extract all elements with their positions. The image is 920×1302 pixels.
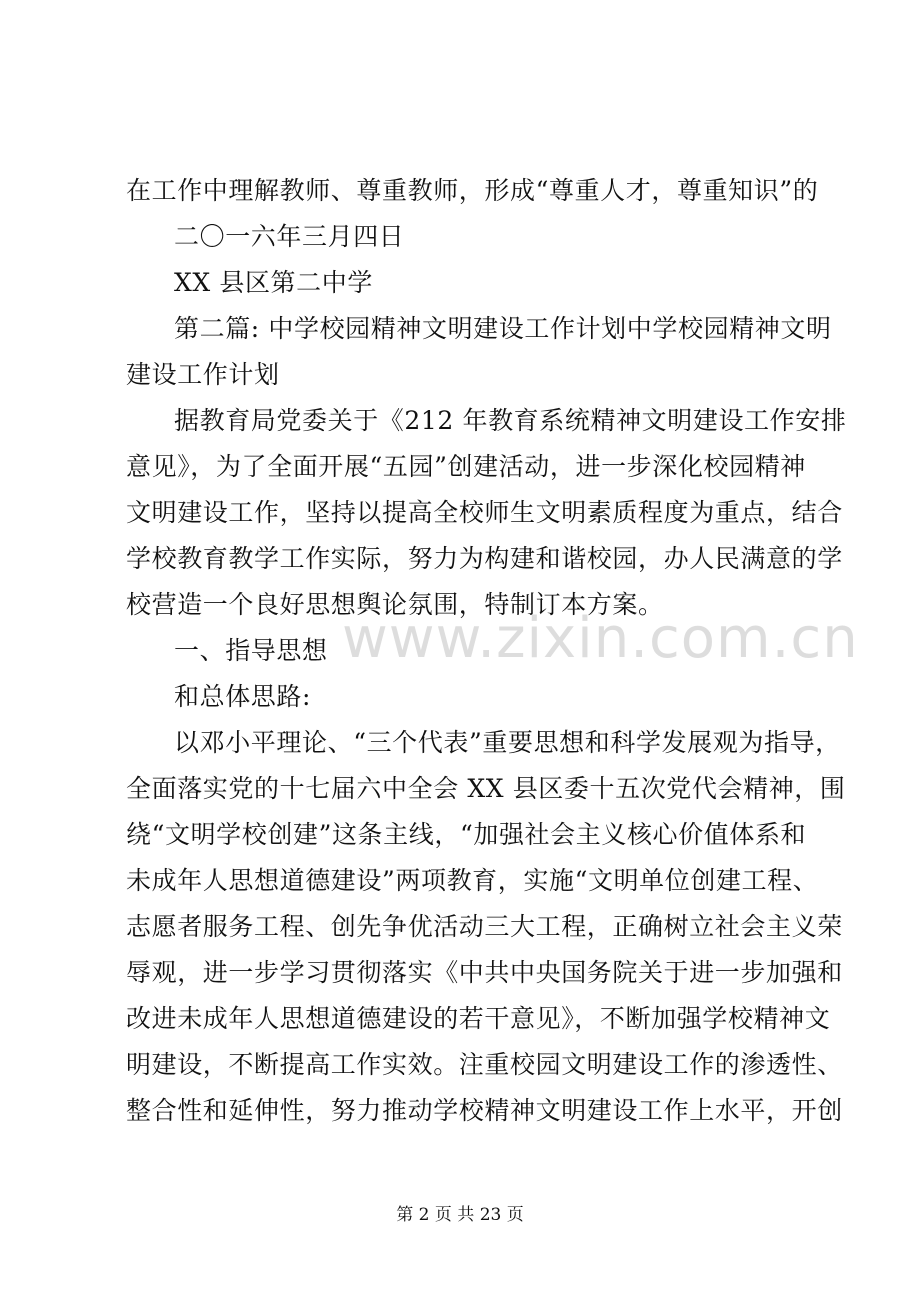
- text-line: 校营造一个良好思想舆论氛围，特制订本方案。: [126, 590, 664, 619]
- text-line: 在工作中理解教师、尊重教师，形成“尊重人才，尊重知识”的: [126, 176, 819, 205]
- text-line: 全面落实党的十七届六中全会 XX 县区委十五次党代会精神，围: [126, 774, 846, 803]
- section-title-line: 第二篇: 中学校园精神文明建设工作计划中学校园精神文明: [174, 314, 832, 343]
- section-title-line-cont: 建设工作计划: [126, 360, 280, 389]
- text-line: 以邓小平理论、“三个代表”重要思想和科学发展观为指导，: [174, 728, 841, 757]
- heading-line: 一、指导思想: [174, 636, 328, 665]
- text-line: 明建设，不断提高工作实效。注重校园文明建设工作的渗透性、: [126, 1050, 843, 1079]
- text-line: 学校教育教学工作实际，努力为构建和谐校园，办人民满意的学: [126, 544, 843, 573]
- text-line: 意见》，为了全面开展“五园”创建活动，进一步深化校园精神: [126, 452, 806, 481]
- heading-line-cont: 和总体思路:: [174, 682, 312, 711]
- text-line: 辱观，进一步学习贯彻落实《中共中央国务院关于进一步加强和: [126, 958, 843, 987]
- text-line: 志愿者服务工程、创先争优活动三大工程，正确树立社会主义荣: [126, 912, 843, 941]
- text-line: 未成年人思想道德建设”两项教育，实施“文明单位创建工程、: [126, 866, 819, 895]
- text-line: 据教育局党委关于《212 年教育系统精神文明建设工作安排: [174, 406, 847, 435]
- text-line: 文明建设工作，坚持以提高全校师生文明素质程度为重点，结合: [126, 498, 843, 527]
- page-footer: 第 2 页 共 23 页: [396, 1205, 524, 1225]
- text-line: 改进未成年人思想道德建设的若干意见》，不断加强学校精神文: [126, 1004, 831, 1033]
- watermark: www.zixin.com.cn: [342, 606, 859, 671]
- text-line: 整合性和延伸性，努力推动学校精神文明建设工作上水平，开创: [126, 1096, 843, 1125]
- date-line: 二〇一六年三月四日: [174, 222, 405, 251]
- school-name-line: XX 县区第二中学: [174, 268, 373, 297]
- text-line: 绕“文明学校创建”这条主线，“加强社会主义核心价值体系和: [126, 820, 807, 849]
